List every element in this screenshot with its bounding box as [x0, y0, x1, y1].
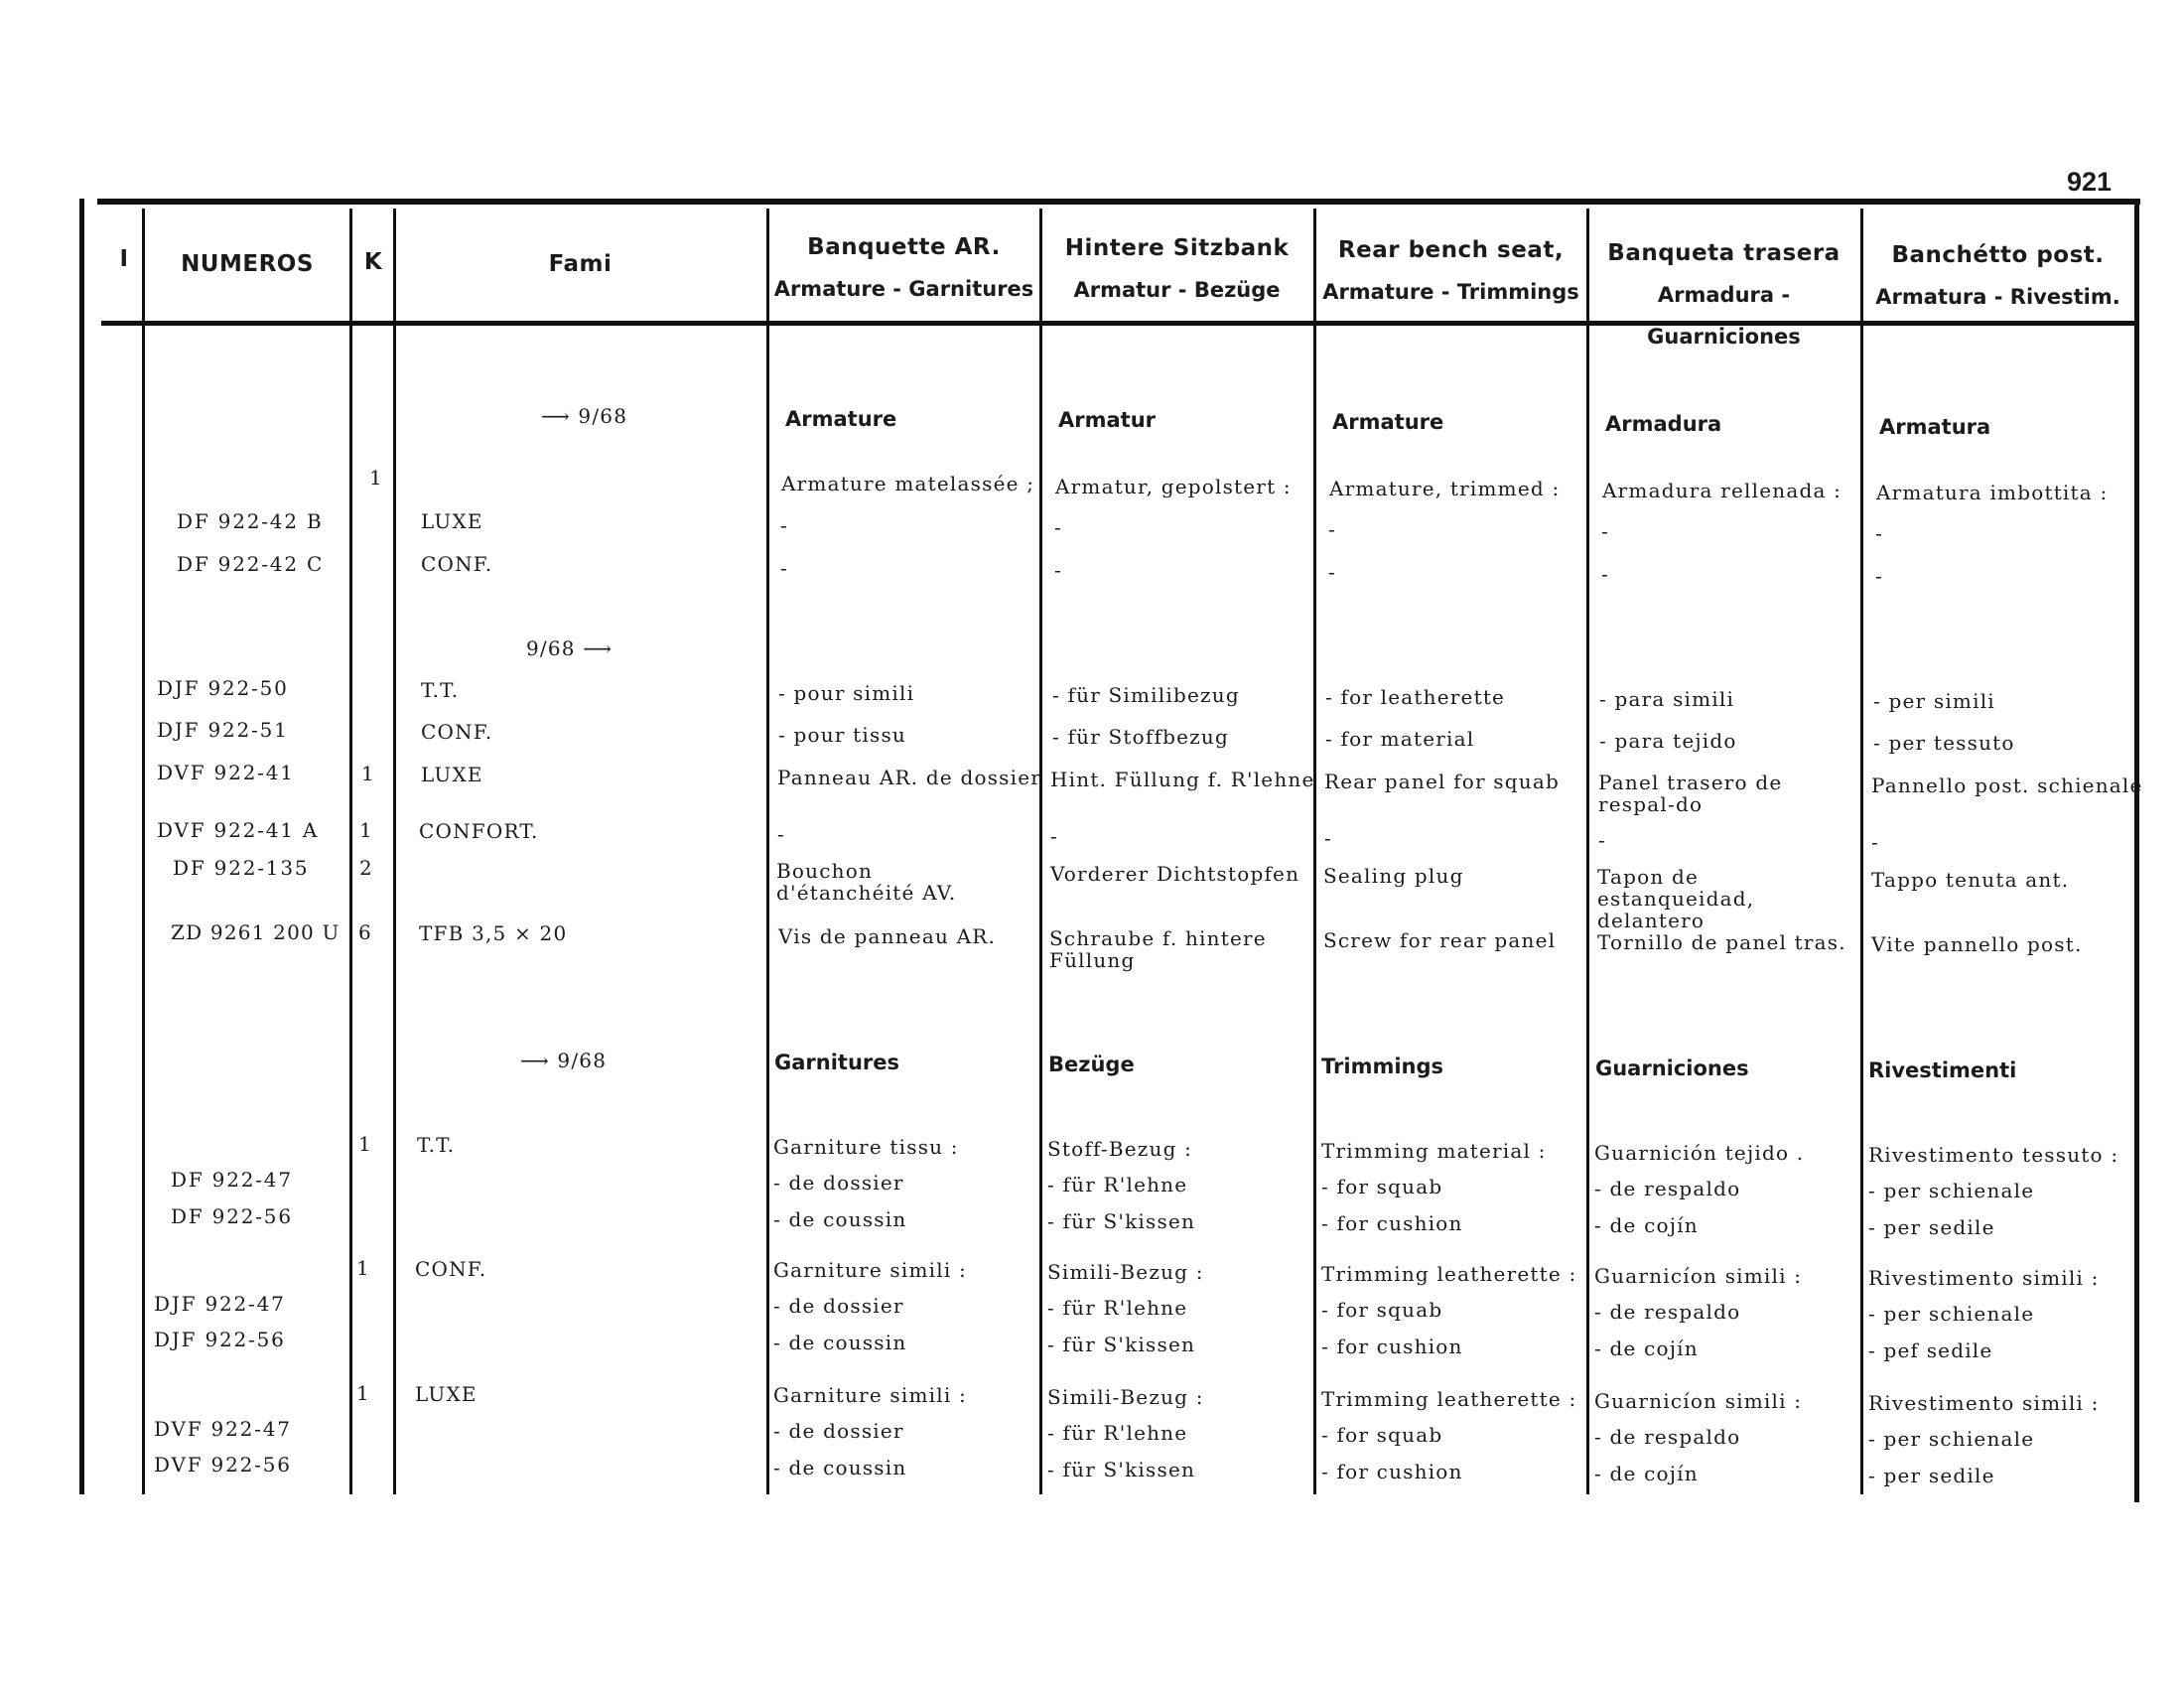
cell-es: - para tejido	[1599, 729, 1737, 753]
cell-es: - de cojín	[1594, 1336, 1699, 1360]
section-title-en: Armature	[1332, 410, 1444, 434]
row-fami: LUXE	[421, 509, 483, 533]
header-de-subtitle: Armatur - Bezüge	[1073, 278, 1281, 302]
row-k: 1	[361, 762, 375, 785]
cell-es: Armadura rellenada :	[1602, 479, 1843, 502]
row-numero: DJF 922-51	[157, 718, 289, 742]
cell-en: - for cushion	[1321, 1211, 1463, 1235]
row-fami: TFB 3,5 × 20	[419, 921, 568, 945]
cell-es: -	[1601, 519, 1609, 543]
cell-de: - für S'kissen	[1047, 1458, 1196, 1481]
cell-en: Rear panel for squab	[1324, 770, 1560, 793]
cell-fr: - pour simili	[778, 681, 915, 705]
cell-de: -	[1054, 515, 1062, 539]
cell-fr: Garniture simili :	[773, 1383, 967, 1407]
row-numero: DVF 922-47	[154, 1417, 292, 1441]
section-title-de: Armatur	[1058, 408, 1157, 432]
column-divider	[1586, 209, 1589, 1494]
cell-fr: Vis de panneau AR.	[778, 924, 997, 948]
cell-de: - für R'lehne	[1047, 1421, 1188, 1445]
row-numero: DJF 922-50	[157, 676, 289, 700]
cell-de: Vorderer Dichtstopfen	[1050, 862, 1300, 886]
cell-de: Schraube f. hintere Füllung	[1049, 926, 1267, 972]
cell-fr: Garniture tissu :	[773, 1135, 959, 1159]
header-en-title: Rear bench seat,	[1337, 237, 1565, 263]
cell-fr: - de coussin	[773, 1331, 907, 1354]
cell-de: -	[1054, 558, 1062, 582]
row-numero: DF 922-47	[171, 1168, 293, 1192]
row-numero: DVF 922-41 A	[157, 818, 320, 842]
cell-it: - per schienale	[1868, 1179, 2035, 1202]
row-numero: DF 922-42 B	[177, 509, 324, 533]
row-k: 1	[356, 1256, 370, 1280]
cell-en: Trimming leatherette :	[1321, 1262, 1577, 1286]
row-numero: ZD 9261 200 U	[171, 920, 341, 944]
row-k: 1	[356, 1381, 370, 1405]
row-fami: CONF.	[415, 1257, 487, 1281]
cell-fr: -	[780, 513, 788, 537]
cell-en: Screw for rear panel	[1323, 928, 1557, 952]
cell-es: -	[1598, 828, 1606, 852]
cell-it: Rivestimento simili :	[1868, 1391, 2100, 1415]
cell-it: - pef sedile	[1868, 1338, 1993, 1362]
row-k: 2	[359, 856, 373, 880]
cell-en: - for leatherette	[1325, 685, 1506, 709]
cell-es: - de cojín	[1594, 1213, 1699, 1237]
row-k: 1	[358, 1132, 372, 1156]
cell-es: -	[1601, 562, 1609, 586]
table-left-border	[79, 199, 84, 1494]
cell-it: -	[1875, 564, 1883, 588]
cell-en: Trimming material :	[1321, 1139, 1547, 1163]
cell-en: -	[1328, 517, 1336, 541]
cell-en: Trimming leatherette :	[1321, 1387, 1577, 1411]
header-de-title: Hintere Sitzbank	[1064, 235, 1290, 261]
cell-it: - per sedile	[1868, 1215, 1995, 1239]
cell-fr: - de dossier	[773, 1171, 904, 1195]
cell-de: - für R'lehne	[1047, 1173, 1188, 1196]
column-divider	[1860, 209, 1863, 1494]
table-top-border	[97, 199, 2140, 205]
cell-it: Rivestimento tessuto :	[1868, 1143, 2119, 1167]
cell-de: -	[1050, 824, 1058, 848]
section-title-en: Trimmings	[1321, 1055, 1444, 1078]
cell-es: Guarnicíon simili :	[1594, 1389, 1803, 1413]
section-title-de: Bezüge	[1048, 1053, 1135, 1076]
cell-de: Simili-Bezug :	[1047, 1260, 1204, 1284]
section-title-es: Armadura	[1605, 412, 1722, 436]
cell-it: Armatura imbottita :	[1876, 481, 2109, 504]
header-fr-title: Banquette AR.	[807, 234, 1001, 260]
header-es-subtitle: Armadura - Guarniciones	[1647, 283, 1801, 349]
row-k: 1	[359, 818, 373, 842]
header-fami: Fami	[548, 251, 613, 277]
cell-de: - für Stoffbezug	[1052, 725, 1229, 749]
cell-fr: Garniture simili :	[773, 1258, 967, 1282]
cell-es: Panel trasero de respal-do	[1598, 771, 1783, 816]
section-title-es: Guarniciones	[1595, 1056, 1749, 1080]
header-fr-subtitle: Armature - Garnitures	[773, 277, 1034, 301]
cell-it: -	[1875, 521, 1883, 545]
cell-fr: -	[777, 822, 785, 846]
cell-it: -	[1871, 830, 1879, 854]
header-numeros: NUMEROS	[181, 251, 314, 277]
header-es-title: Banqueta trasera	[1607, 240, 1841, 266]
section-title-it: Rivestimenti	[1868, 1058, 2017, 1082]
cell-fr: - de coussin	[773, 1456, 907, 1479]
cell-de: Simili-Bezug :	[1047, 1385, 1204, 1409]
cell-es: Tapon de estanqueidad, delantero	[1597, 865, 1755, 932]
row-k: 6	[358, 920, 372, 944]
cell-fr: Panneau AR. de dossier	[777, 766, 1042, 789]
cell-de: Armatur, gepolstert :	[1055, 475, 1292, 498]
cell-en: -	[1328, 560, 1336, 584]
cell-de: Hint. Füllung f. R'lehne	[1050, 768, 1315, 791]
cell-es: - de respaldo	[1594, 1300, 1741, 1324]
cell-en: - for cushion	[1321, 1335, 1463, 1358]
column-divider	[766, 209, 769, 1494]
cell-en: - for material	[1325, 727, 1475, 751]
row-numero: DVF 922-56	[154, 1453, 292, 1477]
cell-es: - de respaldo	[1594, 1177, 1741, 1200]
row-numero: DJF 922-56	[154, 1328, 286, 1351]
row-numero: DF 922-42 C	[177, 552, 325, 576]
row-k: 1	[369, 466, 383, 490]
row-numero: DF 922-56	[171, 1204, 293, 1228]
column-divider	[1039, 209, 1042, 1494]
table-right-border	[2134, 202, 2139, 1502]
cell-fr: - de dossier	[773, 1294, 904, 1318]
cell-it: Rivestimento simili :	[1868, 1266, 2100, 1290]
cell-es: - de cojín	[1594, 1462, 1699, 1485]
cell-fr: -	[780, 556, 788, 580]
cell-it: - per schienale	[1868, 1302, 2035, 1326]
header-it-subtitle: Armatura - Rivestim.	[1875, 285, 2120, 309]
row-fami: CONF.	[421, 552, 493, 576]
column-divider	[349, 209, 352, 1494]
cell-es: Tornillo de panel tras.	[1597, 930, 1846, 954]
section-title-fr: Garnitures	[774, 1051, 899, 1074]
cell-en: - for cushion	[1321, 1460, 1463, 1483]
cell-es: - de respaldo	[1594, 1425, 1741, 1449]
page-number: 921	[2067, 167, 2113, 197]
cell-de: Stoff-Bezug :	[1047, 1137, 1193, 1161]
cell-it: Vite pannello post.	[1871, 932, 2083, 956]
cell-it: - per schienale	[1868, 1427, 2035, 1451]
header-it-title: Banchétto post.	[1891, 242, 2105, 268]
row-numero: DF 922-135	[173, 856, 310, 880]
header-k: K	[363, 249, 383, 275]
column-divider	[1313, 209, 1316, 1494]
cell-it: - per tessuto	[1873, 731, 2015, 755]
cell-de: - für R'lehne	[1047, 1296, 1188, 1320]
cell-en: - for squab	[1321, 1298, 1443, 1322]
cell-en: Sealing plug	[1323, 864, 1464, 888]
cell-es: Guarnición tejido .	[1594, 1141, 1805, 1165]
cell-fr: - pour tissu	[778, 723, 906, 747]
cell-de: - für S'kissen	[1047, 1333, 1196, 1356]
cell-fr: Bouchon d'étanchéité AV.	[776, 859, 957, 905]
cell-en: Armature, trimmed :	[1329, 477, 1561, 500]
column-divider	[393, 209, 396, 1494]
cell-de: - für Similibezug	[1052, 683, 1240, 707]
header-en-subtitle: Armature - Trimmings	[1322, 280, 1579, 304]
cell-fr: Armature matelassée ;	[781, 472, 1035, 495]
row-numero: DVF 922-41	[157, 761, 295, 784]
cell-fr: - de dossier	[773, 1419, 904, 1443]
row-fami: T.T.	[421, 678, 460, 702]
cell-es: Guarnicíon simili :	[1594, 1264, 1803, 1288]
section-title-fr: Armature	[785, 407, 897, 431]
cell-it: Pannello post. schienale	[1871, 774, 2143, 797]
column-divider	[142, 209, 145, 1494]
header-col-i: I	[119, 246, 129, 272]
row-fami: CONF.	[421, 720, 493, 744]
cell-es: - para simili	[1599, 687, 1735, 711]
cell-en: -	[1324, 826, 1332, 850]
cell-en: - for squab	[1321, 1175, 1443, 1198]
cell-it: Tappo tenuta ant.	[1871, 868, 2070, 892]
cell-de: - für S'kissen	[1047, 1209, 1196, 1233]
section-date: ⟶ 9/68	[541, 404, 628, 428]
row-fami: LUXE	[415, 1382, 478, 1406]
section-date: ⟶ 9/68	[520, 1049, 608, 1072]
section-date: 9/68 ⟶	[526, 636, 614, 660]
cell-it: - per sedile	[1868, 1464, 1995, 1487]
section-title-it: Armatura	[1879, 415, 1991, 439]
row-fami: T.T.	[417, 1133, 456, 1157]
row-fami: LUXE	[421, 763, 483, 786]
cell-en: - for squab	[1321, 1423, 1443, 1447]
cell-fr: - de coussin	[773, 1207, 907, 1231]
row-fami: CONFORT.	[419, 819, 539, 843]
cell-it: - per simili	[1873, 689, 1995, 713]
row-numero: DJF 922-47	[154, 1292, 286, 1316]
